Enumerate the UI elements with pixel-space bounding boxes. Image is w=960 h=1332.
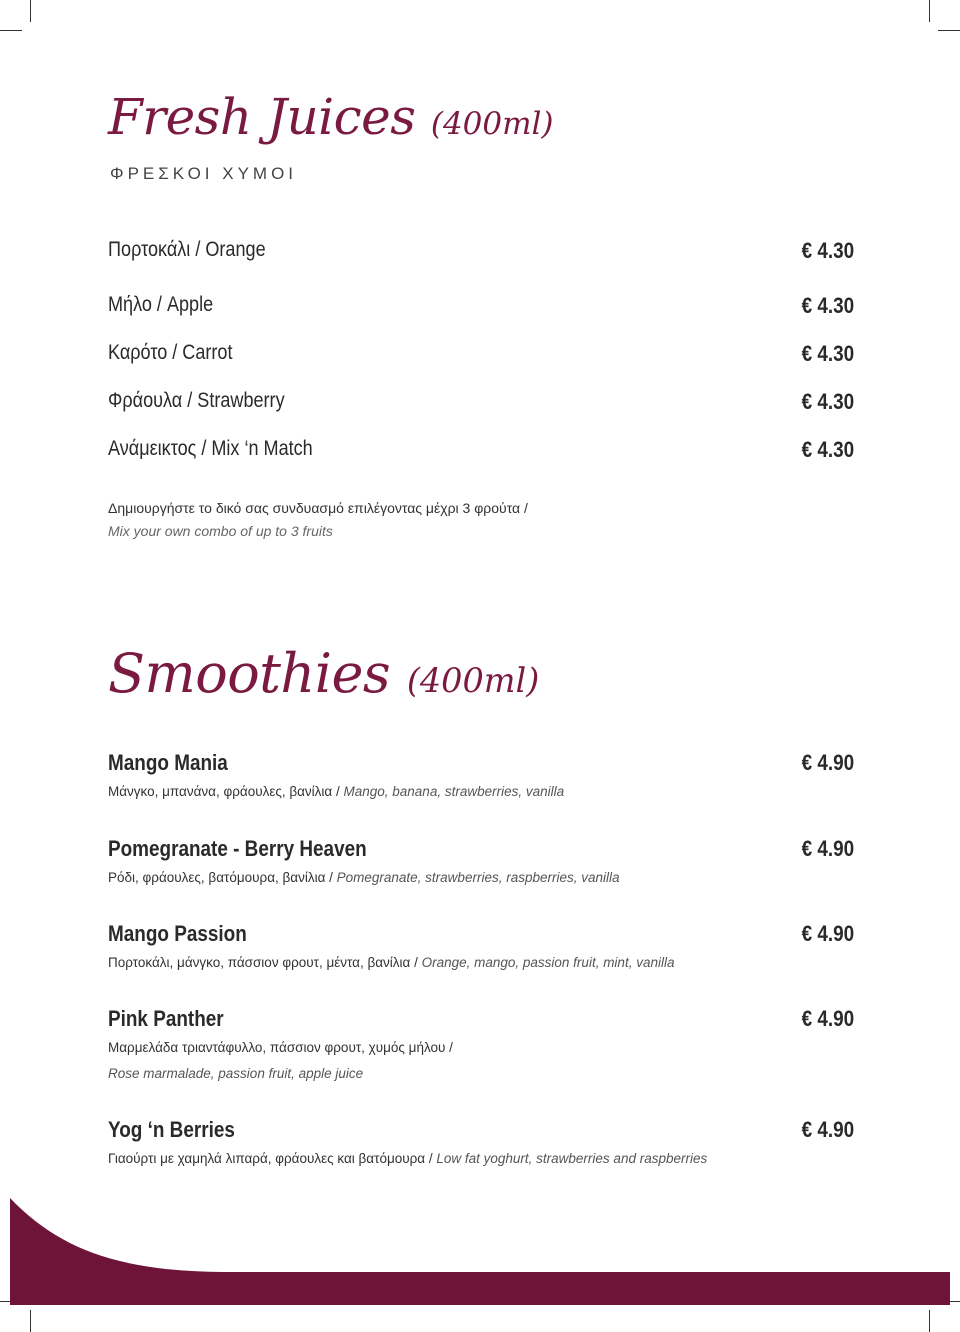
- smoothie-name: Mango Passion: [108, 921, 247, 946]
- smoothie-price: € 4.90: [801, 750, 854, 775]
- smoothie-description: [108, 784, 564, 799]
- crop-mark: [929, 0, 930, 22]
- smoothie-name: Mango Mania: [108, 750, 228, 775]
- smoothies-title-text: Smoothies: [108, 642, 391, 705]
- smoothie-desc-greek: Γιαούρτι με χαμηλά λιπαρά, φράουλες και βατόμουρα /: [108, 1151, 437, 1166]
- footer-wave-decoration: [0, 1190, 960, 1332]
- juices-title: [108, 88, 554, 146]
- juices-note-english: Mix your own combo of up to 3 fruits: [108, 523, 333, 539]
- juice-name: Ανάμεικτος / Mix ‘n Match: [108, 437, 313, 460]
- smoothie-description: [108, 870, 620, 885]
- juice-price: € 4.30: [801, 341, 854, 366]
- smoothie-desc-greek: Ρόδι, φράουλες, βατόμουρα, βανίλια /: [108, 870, 337, 885]
- smoothie-name: Pomegranate - Berry Heaven: [108, 836, 367, 861]
- smoothie-desc-english: Low fat yoghurt, strawberries and raspberries: [436, 1151, 708, 1166]
- juices-title-text: Fresh Juices: [108, 88, 416, 146]
- smoothie-desc-greek: Μάνγκο, μπανάνα, φράουλες, βανίλια /: [108, 784, 344, 799]
- juices-note-greek: Δημιουργήστε το δικό σας συνδυασμό επιλέγοντας μέχρι 3 φρούτα /: [108, 500, 528, 516]
- crop-mark: [938, 30, 960, 31]
- juice-name: Καρότο / Carrot: [108, 341, 233, 364]
- smoothie-desc-english: Mango, banana, strawberries, vanilla: [343, 784, 565, 799]
- smoothie-desc-english: Orange, mango, passion fruit, mint, vanilla: [421, 955, 675, 970]
- crop-mark: [30, 0, 31, 22]
- juice-name: Πορτοκάλι / Orange: [108, 238, 266, 261]
- smoothie-price: € 4.90: [801, 921, 854, 946]
- juice-price: € 4.30: [801, 389, 854, 414]
- smoothie-name: Yog ‘n Berries: [108, 1117, 235, 1142]
- juices-subtitle: ΦΡΕΣΚΟΙ ΧΥΜΟΙ: [110, 164, 298, 183]
- smoothies-title: [108, 642, 539, 705]
- smoothie-description: [108, 1151, 707, 1166]
- juice-price: € 4.30: [801, 238, 854, 263]
- smoothie-description: [108, 1040, 453, 1055]
- smoothie-price: € 4.90: [801, 1006, 854, 1031]
- juice-name: Μήλο / Apple: [108, 293, 214, 316]
- smoothie-name: Pink Panther: [108, 1006, 224, 1031]
- smoothie-description-english: [108, 1066, 363, 1081]
- juices-title-size: (400ml): [430, 106, 554, 142]
- smoothie-desc-english: Rose marmalade, passion fruit, apple juice: [108, 1066, 364, 1081]
- smoothie-desc-greek: Μαρμελάδα τριαντάφυλλο, πάσσιον φρουτ, χυμός μήλου /: [108, 1040, 453, 1055]
- juice-name: Φράουλα / Strawberry: [108, 389, 285, 412]
- smoothies-title-size: (400ml): [406, 661, 540, 700]
- smoothie-price: € 4.90: [801, 1117, 854, 1142]
- crop-mark: [0, 30, 22, 31]
- smoothie-desc-greek: Πορτοκάλι, μάνγκο, πάσσιον φρουτ, μέντα, βανίλια /: [108, 955, 422, 970]
- smoothie-description: [108, 955, 674, 970]
- smoothie-price: € 4.90: [801, 836, 854, 861]
- footer-wave-shape: [10, 1198, 950, 1305]
- smoothie-desc-english: Pomegranate, strawberries, raspberries, vanilla: [336, 870, 620, 885]
- juice-price: € 4.30: [801, 437, 854, 462]
- juice-price: € 4.30: [801, 293, 854, 318]
